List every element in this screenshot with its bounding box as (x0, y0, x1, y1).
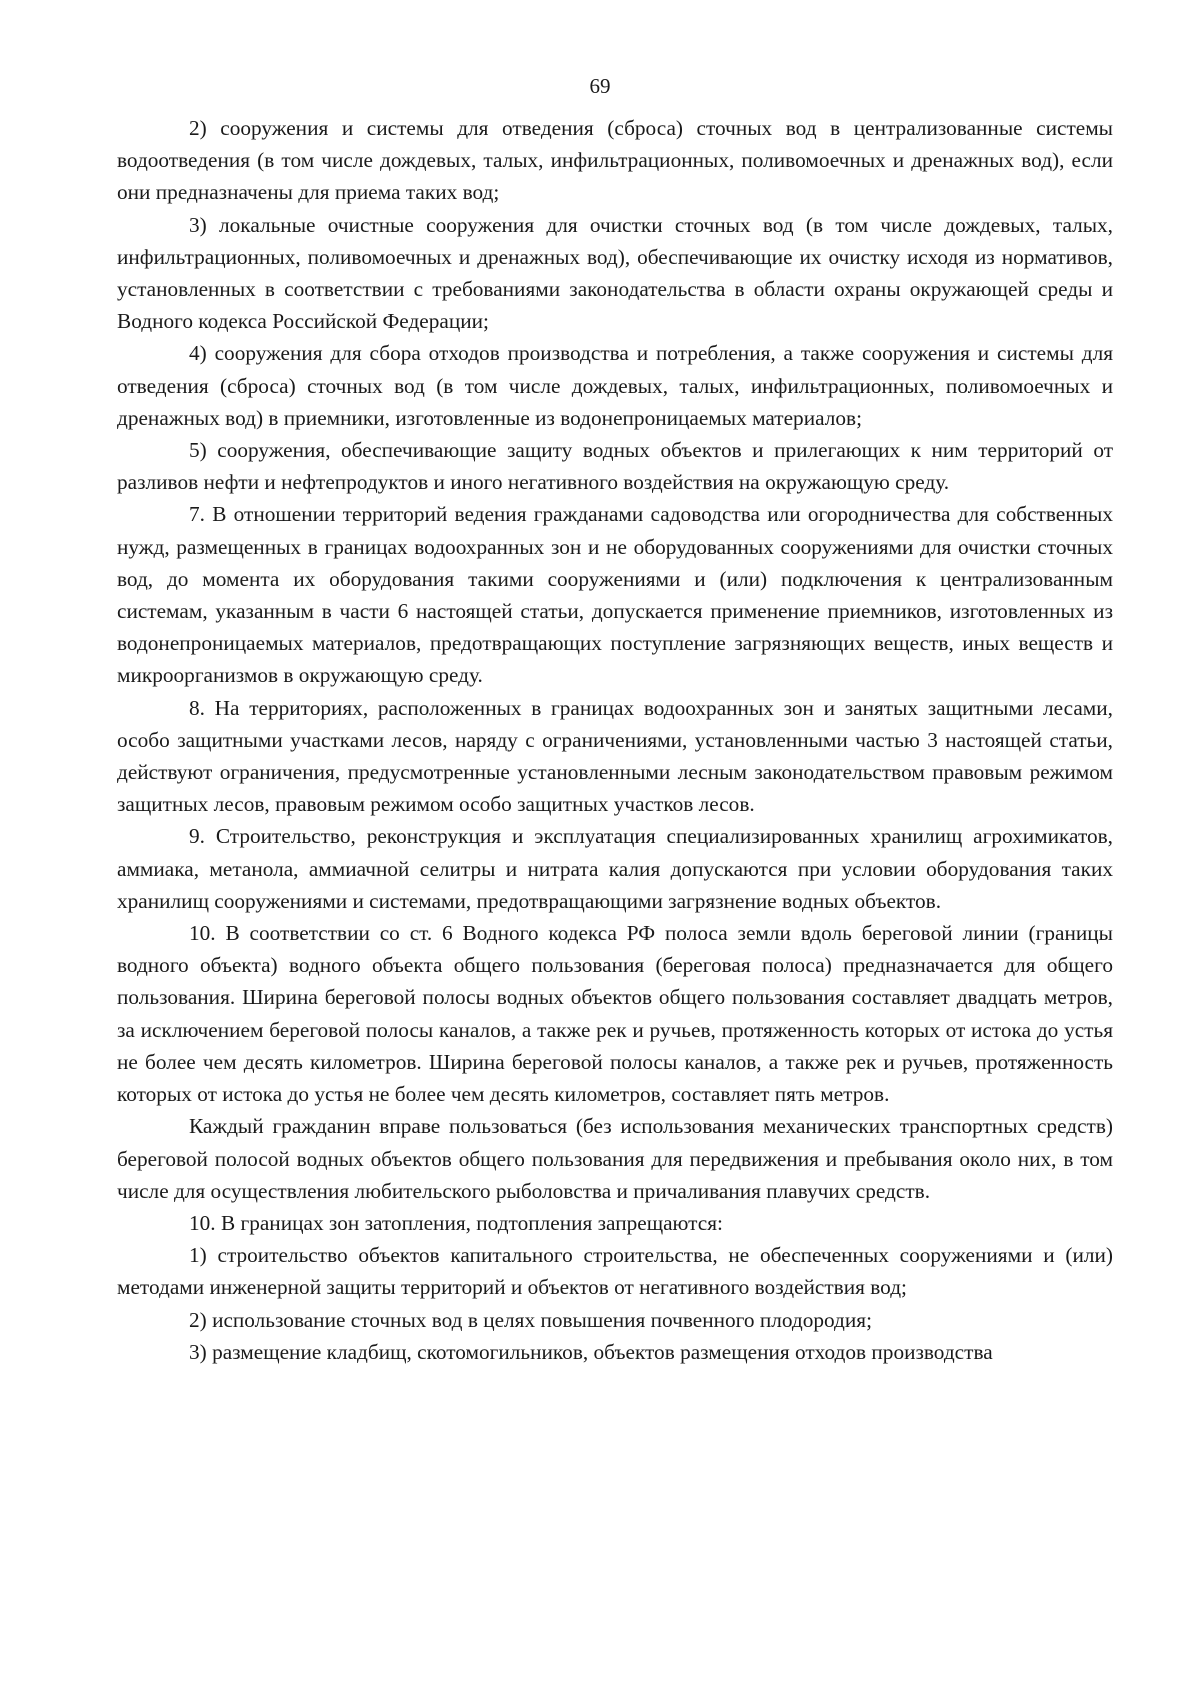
paragraph-citizen-rights: Каждый гражданин вправе пользоваться (без использования механических транспортных средств) береговой полосой водных объектов общего пользования для передвижения и пребывания около них, в том числе для осуществления любительского рыболовства и причаливания плавучих средств. (117, 1114, 1113, 1203)
paragraph-flood-item-3: 3) размещение кладбищ, скотомогильников, объектов размещения отходов производства (189, 1339, 993, 1364)
paragraph-section-7-gardening: 7. В отношении территорий ведения гражданами садоводства или огородничества для собственных нужд, размещенных в границах водоохранных зон и не оборудованных сооружениями для очистки сточных вод, до момента их оборудования такими сооружениями и (или) подключения к централизованным системам, указанным в части 6 настоящей статьи, допускается применение приемников, изготовленных из водонепроницаемых материалов, предотвращающих поступление загрязняющих веществ, иных веществ и микроорганизмов в окружающую среду. (117, 502, 1113, 688)
paragraph-section-9-storage: 9. Строительство, реконструкция и эксплуатация специализированных хранилищ агрохимикатов, аммиака, метанола, аммиачной селитры и нитрата калия допускаются при условии оборудования таких хранилищ сооружениями и системами, предотвращающими загрязнение водных объектов. (117, 824, 1113, 913)
paragraph-flood-item-2: 2) использование сточных вод в целях повышения почвенного плодородия; (189, 1307, 873, 1332)
paragraph-flood-item-1: 1) строительство объектов капитального строительства, не обеспеченных сооружениями и (или) методами инженерной защиты территорий и объектов от негативного воздействия вод; (117, 1243, 1113, 1300)
paragraph-section-10-flood-zones: 10. В границах зон затопления, подтопления запрещаются: (189, 1210, 723, 1235)
paragraph-item-3-local-treatment: 3) локальные очистные сооружения для очистки сточных вод (в том числе дождевых, талых, инфильтрационных, поливомоечных и дренажных вод), обеспечивающие их очистку исходя из нормативов, установленных в соответствии с требованиями законодательства в области охраны окружающей среды и Водного кодекса Российской Федерации; (117, 212, 1113, 334)
document-text-body (117, 112, 1113, 1368)
paragraph-section-10-coastal-strip: 10. В соответствии со ст. 6 Водного кодекса РФ полоса земли вдоль береговой линии (границы водного объекта) водного объекта общего пользования (береговая полоса) предназначается для общего пользования. Ширина береговой полосы водных объектов общего пользования составляет двадцать метров, за исключением береговой полосы каналов, а также рек и ручьев, протяженность которых от истока до устья не более чем десять километров. Ширина береговой полосы каналов, а также рек и ручьев, протяженность которых от истока до устья не более чем десять километров, составляет пять метров. (117, 921, 1113, 1107)
paragraph-section-8-protective-forests: 8. На территориях, расположенных в границах водоохранных зон и занятых защитными лесами, особо защитными участками лесов, наряду с ограничениями, установленными частью 3 настоящей статьи, действуют ограничения, предусмотренные установленными лесным законодательством правовым режимом защитных лесов, правовым режимом особо защитных участков лесов. (117, 695, 1113, 817)
paragraph-item-2-sewage-systems: 2) сооружения и системы для отведения (сброса) сточных вод в централизованные системы водоотведения (в том числе дождевых, талых, инфильтрационных, поливомоечных и дренажных вод), если они предназначены для приема таких вод; (117, 116, 1113, 205)
paragraph-item-5-spill-protection: 5) сооружения, обеспечивающие защиту водных объектов и прилегающих к ним территорий от разливов нефти и нефтепродуктов и иного негативного воздействия на окружающую среду. (117, 438, 1113, 495)
paragraph-item-4-waste-collection: 4) сооружения для сбора отходов производства и потребления, а также сооружения и системы для отведения (сброса) сточных вод (в том числе дождевых, талых, инфильтрационных, поливомоечных и дренажных вод) в приемники, изготовленные из водонепроницаемых материалов; (117, 341, 1113, 430)
page-number: 69 (589, 74, 611, 98)
